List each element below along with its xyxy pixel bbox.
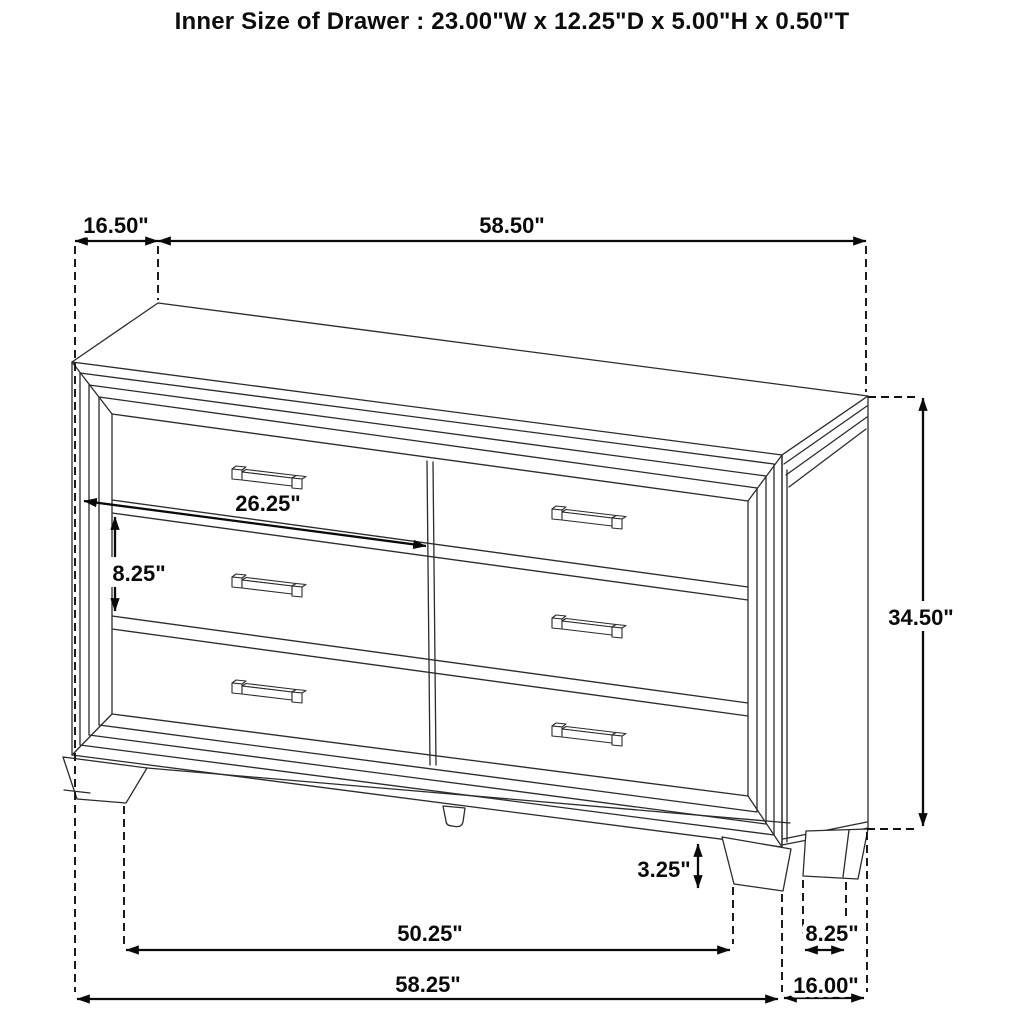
dim-label-base-width: 58.25" xyxy=(395,972,461,997)
legs xyxy=(63,757,868,891)
diagram-title: Inner Size of Drawer : 23.00"W x 12.25"D x 5.00"H x 0.50"T xyxy=(174,8,850,35)
handle-right-bottom xyxy=(552,723,626,746)
handle-right-top xyxy=(552,506,626,529)
dresser-side-panel xyxy=(782,396,868,845)
handle-left-bottom xyxy=(232,680,306,703)
dim-label-top-depth: 16.50" xyxy=(83,213,149,238)
underside-rail xyxy=(147,768,790,823)
drawer-gaps xyxy=(112,461,748,765)
dim-label-front-leg-span: 50.25" xyxy=(397,921,463,946)
dim-label-base-depth: 16.00" xyxy=(793,973,859,998)
dim-label-drawer-height: 8.25" xyxy=(112,561,166,586)
handle-left-top xyxy=(232,466,306,489)
dim-label-drawer-width: 26.25" xyxy=(235,491,301,516)
handle-left-middle xyxy=(232,574,306,597)
handle-right-middle xyxy=(552,615,626,638)
back-right-leg xyxy=(803,829,868,879)
dim-label-height: 34.50" xyxy=(888,605,954,630)
dim-label-leg-height: 3.25" xyxy=(637,857,691,882)
dim-label-top-width: 58.50" xyxy=(479,213,545,238)
dresser-top-panel xyxy=(72,303,868,455)
center-leg xyxy=(443,806,465,827)
dim-label-side-leg-depth: 8.25" xyxy=(805,921,859,946)
dresser-drawing xyxy=(63,303,868,891)
